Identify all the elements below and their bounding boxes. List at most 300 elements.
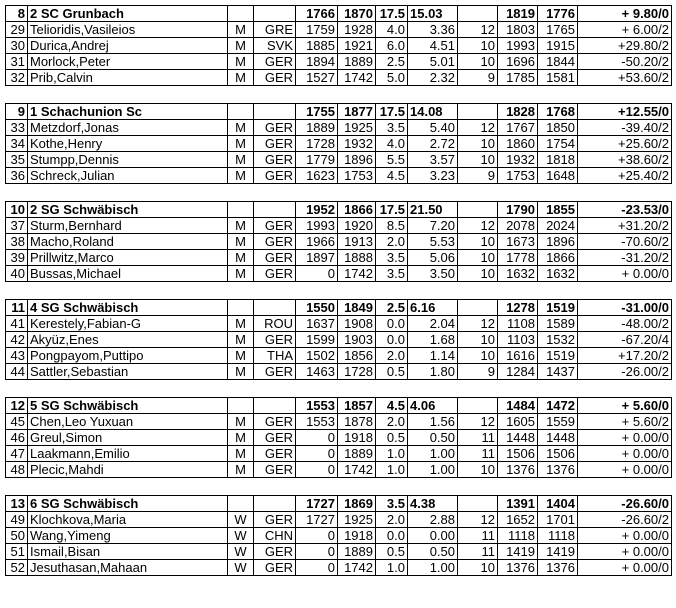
player-name: Kerestely,Fabian-G — [28, 316, 228, 332]
player-row — [6, 266, 672, 282]
player-expected: 0.00 — [408, 528, 458, 544]
team-header-row — [6, 202, 672, 218]
player-expected: 4.51 — [408, 38, 458, 54]
player-rating-change: -26.00/2 — [578, 364, 672, 380]
player-opponent-average: 1889 — [338, 54, 376, 70]
player-performance: 1284 — [498, 364, 538, 380]
player-number: 48 — [6, 462, 28, 478]
player-rating-change: + 0.00/0 — [578, 528, 672, 544]
player-points: 5.0 — [376, 70, 408, 86]
player-federation: GER — [254, 152, 296, 168]
player-performance-2: 1118 — [538, 528, 578, 544]
player-federation: CHN — [254, 528, 296, 544]
player-row — [6, 512, 672, 528]
team-performance-2: 1768 — [538, 104, 578, 120]
player-rating: 1966 — [296, 234, 338, 250]
player-games: 12 — [458, 316, 498, 332]
player-row — [6, 136, 672, 152]
player-sex: M — [228, 168, 254, 184]
player-federation: GER — [254, 120, 296, 136]
player-opponent-average: 1925 — [338, 512, 376, 528]
team-table — [5, 397, 672, 478]
player-points: 1.0 — [376, 560, 408, 576]
player-points: 3.5 — [376, 120, 408, 136]
player-rating: 0 — [296, 462, 338, 478]
player-performance-2: 1376 — [538, 560, 578, 576]
player-opponent-average: 1913 — [338, 234, 376, 250]
player-federation: GER — [254, 332, 296, 348]
player-rating-change: + 0.00/0 — [578, 446, 672, 462]
team-games-cell — [458, 104, 498, 120]
player-sex: M — [228, 54, 254, 70]
player-expected: 0.50 — [408, 544, 458, 560]
player-opponent-average: 1908 — [338, 316, 376, 332]
team-performance: 1790 — [498, 202, 538, 218]
player-number: 51 — [6, 544, 28, 560]
player-performance: 1696 — [498, 54, 538, 70]
player-name: Stumpp,Dennis — [28, 152, 228, 168]
team-sex-cell — [228, 496, 254, 512]
player-rating: 1779 — [296, 152, 338, 168]
team-rank: 13 — [6, 496, 28, 512]
team-points: 3.5 — [376, 496, 408, 512]
team-performance: 1828 — [498, 104, 538, 120]
player-sex: M — [228, 462, 254, 478]
player-federation: GER — [254, 70, 296, 86]
player-rating: 1894 — [296, 54, 338, 70]
player-name: Macho,Roland — [28, 234, 228, 250]
player-points: 0.5 — [376, 430, 408, 446]
player-rating-change: -67.20/4 — [578, 332, 672, 348]
player-opponent-average: 1903 — [338, 332, 376, 348]
player-games: 10 — [458, 54, 498, 70]
player-row — [6, 250, 672, 266]
player-points: 2.0 — [376, 348, 408, 364]
player-name: Durica,Andrej — [28, 38, 228, 54]
player-rating-change: +17.20/2 — [578, 348, 672, 364]
player-expected: 2.72 — [408, 136, 458, 152]
player-sex: W — [228, 512, 254, 528]
team-performance-2: 1855 — [538, 202, 578, 218]
player-rating-change: -39.40/2 — [578, 120, 672, 136]
team-name: 5 SG Schwäbisch — [28, 398, 228, 414]
player-performance: 1785 — [498, 70, 538, 86]
player-expected: 3.23 — [408, 168, 458, 184]
player-performance-2: 1559 — [538, 414, 578, 430]
player-games: 10 — [458, 250, 498, 266]
team-expected: 21.50 — [408, 202, 458, 218]
player-points: 0.5 — [376, 544, 408, 560]
player-number: 44 — [6, 364, 28, 380]
team-header-row — [6, 496, 672, 512]
player-number: 35 — [6, 152, 28, 168]
player-sex: M — [228, 22, 254, 38]
team-name: 2 SG Schwäbisch — [28, 202, 228, 218]
player-performance: 1673 — [498, 234, 538, 250]
player-opponent-average: 1932 — [338, 136, 376, 152]
player-performance-2: 1532 — [538, 332, 578, 348]
player-expected: 1.00 — [408, 462, 458, 478]
player-row — [6, 218, 672, 234]
player-performance-2: 1506 — [538, 446, 578, 462]
player-name: Sturm,Bernhard — [28, 218, 228, 234]
player-number: 40 — [6, 266, 28, 282]
player-rating-change: +38.60/2 — [578, 152, 672, 168]
player-performance-2: 1419 — [538, 544, 578, 560]
player-rating: 0 — [296, 446, 338, 462]
team-fed-cell — [254, 6, 296, 22]
player-row — [6, 168, 672, 184]
player-rating-change: + 6.00/2 — [578, 22, 672, 38]
player-rating-change: -48.00/2 — [578, 316, 672, 332]
player-sex: M — [228, 218, 254, 234]
player-performance-2: 1589 — [538, 316, 578, 332]
player-row — [6, 332, 672, 348]
player-name: Pongpayom,Puttipo — [28, 348, 228, 364]
team-games-cell — [458, 6, 498, 22]
player-sex: W — [228, 544, 254, 560]
player-number: 43 — [6, 348, 28, 364]
player-row — [6, 38, 672, 54]
team-points: 17.5 — [376, 6, 408, 22]
player-performance: 1118 — [498, 528, 538, 544]
player-performance-2: 1915 — [538, 38, 578, 54]
team-performance-2: 1404 — [538, 496, 578, 512]
player-performance-2: 1850 — [538, 120, 578, 136]
team-points: 17.5 — [376, 202, 408, 218]
player-games: 11 — [458, 430, 498, 446]
player-number: 47 — [6, 446, 28, 462]
player-performance: 1932 — [498, 152, 538, 168]
team-games-cell — [458, 398, 498, 414]
player-name: Plecic,Mahdi — [28, 462, 228, 478]
player-sex: M — [228, 38, 254, 54]
player-rating-change: + 0.00/0 — [578, 462, 672, 478]
player-rating: 1727 — [296, 512, 338, 528]
player-number: 46 — [6, 430, 28, 446]
player-games: 10 — [458, 136, 498, 152]
player-points: 2.0 — [376, 414, 408, 430]
team-average: 1866 — [338, 202, 376, 218]
player-points: 0.0 — [376, 316, 408, 332]
player-rating-change: -26.60/2 — [578, 512, 672, 528]
player-name: Sattler,Sebastian — [28, 364, 228, 380]
player-performance: 1860 — [498, 136, 538, 152]
player-performance: 1376 — [498, 462, 538, 478]
player-expected: 1.80 — [408, 364, 458, 380]
team-rating: 1766 — [296, 6, 338, 22]
player-points: 2.5 — [376, 54, 408, 70]
player-rating: 1885 — [296, 38, 338, 54]
player-opponent-average: 1918 — [338, 430, 376, 446]
player-sex: M — [228, 136, 254, 152]
player-federation: GER — [254, 512, 296, 528]
player-opponent-average: 1921 — [338, 38, 376, 54]
player-points: 5.5 — [376, 152, 408, 168]
player-rating-change: + 0.00/0 — [578, 266, 672, 282]
player-performance-2: 1844 — [538, 54, 578, 70]
player-federation: GER — [254, 250, 296, 266]
player-opponent-average: 1896 — [338, 152, 376, 168]
team-rating-change: + 9.80/0 — [578, 6, 672, 22]
player-sex: M — [228, 430, 254, 446]
player-points: 4.0 — [376, 22, 408, 38]
player-performance-2: 1754 — [538, 136, 578, 152]
player-points: 3.5 — [376, 250, 408, 266]
player-performance-2: 1818 — [538, 152, 578, 168]
player-opponent-average: 1888 — [338, 250, 376, 266]
player-games: 10 — [458, 348, 498, 364]
player-number: 52 — [6, 560, 28, 576]
team-header-row — [6, 104, 672, 120]
player-number: 39 — [6, 250, 28, 266]
team-performance: 1484 — [498, 398, 538, 414]
player-games: 10 — [458, 332, 498, 348]
player-sex: M — [228, 234, 254, 250]
player-games: 10 — [458, 266, 498, 282]
player-row — [6, 316, 672, 332]
player-row — [6, 446, 672, 462]
player-games: 10 — [458, 234, 498, 250]
player-rating: 1889 — [296, 120, 338, 136]
player-games: 12 — [458, 414, 498, 430]
player-points: 1.0 — [376, 462, 408, 478]
player-opponent-average: 1925 — [338, 120, 376, 136]
team-rating-change: +12.55/0 — [578, 104, 672, 120]
player-rating-change: +29.80/2 — [578, 38, 672, 54]
player-name: Klochkova,Maria — [28, 512, 228, 528]
player-number: 50 — [6, 528, 28, 544]
player-expected: 3.50 — [408, 266, 458, 282]
player-federation: GER — [254, 462, 296, 478]
player-performance: 1506 — [498, 446, 538, 462]
team-performance-2: 1472 — [538, 398, 578, 414]
player-rating: 0 — [296, 266, 338, 282]
player-expected: 5.53 — [408, 234, 458, 250]
player-performance-2: 1581 — [538, 70, 578, 86]
team-performance-2: 1519 — [538, 300, 578, 316]
player-performance: 1108 — [498, 316, 538, 332]
player-points: 0.0 — [376, 528, 408, 544]
player-games: 11 — [458, 544, 498, 560]
player-opponent-average: 1753 — [338, 168, 376, 184]
player-rating: 1599 — [296, 332, 338, 348]
team-performance: 1278 — [498, 300, 538, 316]
player-games: 10 — [458, 38, 498, 54]
player-row — [6, 528, 672, 544]
player-federation: ROU — [254, 316, 296, 332]
team-statistics-sheet — [5, 5, 671, 576]
player-federation: GER — [254, 560, 296, 576]
player-opponent-average: 1856 — [338, 348, 376, 364]
player-rating: 1759 — [296, 22, 338, 38]
player-federation: GER — [254, 266, 296, 282]
player-opponent-average: 1742 — [338, 70, 376, 86]
player-expected: 3.57 — [408, 152, 458, 168]
player-sex: M — [228, 332, 254, 348]
team-rank: 12 — [6, 398, 28, 414]
player-performance-2: 1437 — [538, 364, 578, 380]
player-performance: 1652 — [498, 512, 538, 528]
player-performance-2: 1765 — [538, 22, 578, 38]
team-points: 2.5 — [376, 300, 408, 316]
player-sex: M — [228, 152, 254, 168]
team-sex-cell — [228, 300, 254, 316]
player-expected: 7.20 — [408, 218, 458, 234]
team-rating-change: -26.60/0 — [578, 496, 672, 512]
player-rating-change: -50.20/2 — [578, 54, 672, 70]
player-games: 12 — [458, 22, 498, 38]
player-games: 9 — [458, 70, 498, 86]
team-performance-2: 1776 — [538, 6, 578, 22]
player-sex: M — [228, 364, 254, 380]
team-rating: 1952 — [296, 202, 338, 218]
player-sex: M — [228, 266, 254, 282]
player-name: Prib,Calvin — [28, 70, 228, 86]
player-federation: GER — [254, 446, 296, 462]
player-sex: M — [228, 120, 254, 136]
player-name: Chen,Leo Yuxuan — [28, 414, 228, 430]
team-rank: 11 — [6, 300, 28, 316]
player-rating: 1553 — [296, 414, 338, 430]
player-performance-2: 1632 — [538, 266, 578, 282]
player-number: 29 — [6, 22, 28, 38]
team-rating-change: + 5.60/0 — [578, 398, 672, 414]
player-performance: 1605 — [498, 414, 538, 430]
player-performance: 1376 — [498, 560, 538, 576]
player-name: Ismail,Bisan — [28, 544, 228, 560]
player-name: Akyüz,Enes — [28, 332, 228, 348]
team-rating: 1553 — [296, 398, 338, 414]
player-expected: 1.00 — [408, 446, 458, 462]
player-games: 9 — [458, 168, 498, 184]
player-number: 33 — [6, 120, 28, 136]
player-name: Schreck,Julian — [28, 168, 228, 184]
player-opponent-average: 1742 — [338, 266, 376, 282]
player-opponent-average: 1928 — [338, 22, 376, 38]
player-performance-2: 1648 — [538, 168, 578, 184]
team-expected: 14.08 — [408, 104, 458, 120]
player-rating-change: + 5.60/2 — [578, 414, 672, 430]
player-sex: M — [228, 446, 254, 462]
player-row — [6, 234, 672, 250]
player-name: Morlock,Peter — [28, 54, 228, 70]
player-opponent-average: 1728 — [338, 364, 376, 380]
player-number: 36 — [6, 168, 28, 184]
player-row — [6, 544, 672, 560]
team-fed-cell — [254, 300, 296, 316]
player-performance-2: 1701 — [538, 512, 578, 528]
team-expected: 4.06 — [408, 398, 458, 414]
player-federation: GER — [254, 414, 296, 430]
player-federation: GER — [254, 544, 296, 560]
player-sex: W — [228, 560, 254, 576]
player-games: 12 — [458, 512, 498, 528]
player-rating-change: -31.20/2 — [578, 250, 672, 266]
player-row — [6, 22, 672, 38]
team-average: 1869 — [338, 496, 376, 512]
team-sex-cell — [228, 104, 254, 120]
team-rating: 1755 — [296, 104, 338, 120]
player-performance-2: 1519 — [538, 348, 578, 364]
player-games: 10 — [458, 560, 498, 576]
team-expected: 15.03 — [408, 6, 458, 22]
player-number: 45 — [6, 414, 28, 430]
player-row — [6, 430, 672, 446]
player-row — [6, 120, 672, 136]
player-expected: 3.36 — [408, 22, 458, 38]
player-performance: 1616 — [498, 348, 538, 364]
player-performance: 1767 — [498, 120, 538, 136]
player-name: Jesuthasan,Mahaan — [28, 560, 228, 576]
player-performance: 1419 — [498, 544, 538, 560]
player-rating: 0 — [296, 560, 338, 576]
player-points: 4.5 — [376, 168, 408, 184]
player-sex: W — [228, 528, 254, 544]
player-rating-change: + 0.00/0 — [578, 560, 672, 576]
player-federation: GER — [254, 168, 296, 184]
team-table — [5, 5, 672, 86]
player-row — [6, 348, 672, 364]
team-rank: 9 — [6, 104, 28, 120]
player-opponent-average: 1918 — [338, 528, 376, 544]
player-expected: 2.04 — [408, 316, 458, 332]
player-federation: GER — [254, 234, 296, 250]
player-opponent-average: 1878 — [338, 414, 376, 430]
team-average: 1849 — [338, 300, 376, 316]
player-expected: 1.56 — [408, 414, 458, 430]
player-name: Prillwitz,Marco — [28, 250, 228, 266]
team-header-row — [6, 300, 672, 316]
player-rating-change: +53.60/2 — [578, 70, 672, 86]
team-fed-cell — [254, 202, 296, 218]
team-name: 4 SG Schwäbisch — [28, 300, 228, 316]
player-row — [6, 462, 672, 478]
team-table — [5, 201, 672, 282]
team-fed-cell — [254, 496, 296, 512]
team-name: 2 SC Grunbach — [28, 6, 228, 22]
team-average: 1870 — [338, 6, 376, 22]
player-expected: 1.68 — [408, 332, 458, 348]
team-games-cell — [458, 496, 498, 512]
player-expected: 2.88 — [408, 512, 458, 528]
team-header-row — [6, 6, 672, 22]
team-rank: 8 — [6, 6, 28, 22]
team-expected: 4.38 — [408, 496, 458, 512]
player-expected: 5.01 — [408, 54, 458, 70]
team-points: 17.5 — [376, 104, 408, 120]
player-federation: GER — [254, 430, 296, 446]
player-number: 30 — [6, 38, 28, 54]
team-rating: 1550 — [296, 300, 338, 316]
player-number: 38 — [6, 234, 28, 250]
player-federation: GER — [254, 218, 296, 234]
player-points: 6.0 — [376, 38, 408, 54]
player-number: 49 — [6, 512, 28, 528]
player-name: Bussas,Michael — [28, 266, 228, 282]
player-rating-change: -70.60/2 — [578, 234, 672, 250]
player-name: Metzdorf,Jonas — [28, 120, 228, 136]
player-rating-change: + 0.00/0 — [578, 430, 672, 446]
player-rating: 1463 — [296, 364, 338, 380]
player-performance: 1778 — [498, 250, 538, 266]
player-sex: M — [228, 348, 254, 364]
player-federation: GER — [254, 54, 296, 70]
player-row — [6, 560, 672, 576]
team-rating-change: -23.53/0 — [578, 202, 672, 218]
team-sex-cell — [228, 398, 254, 414]
player-points: 8.5 — [376, 218, 408, 234]
